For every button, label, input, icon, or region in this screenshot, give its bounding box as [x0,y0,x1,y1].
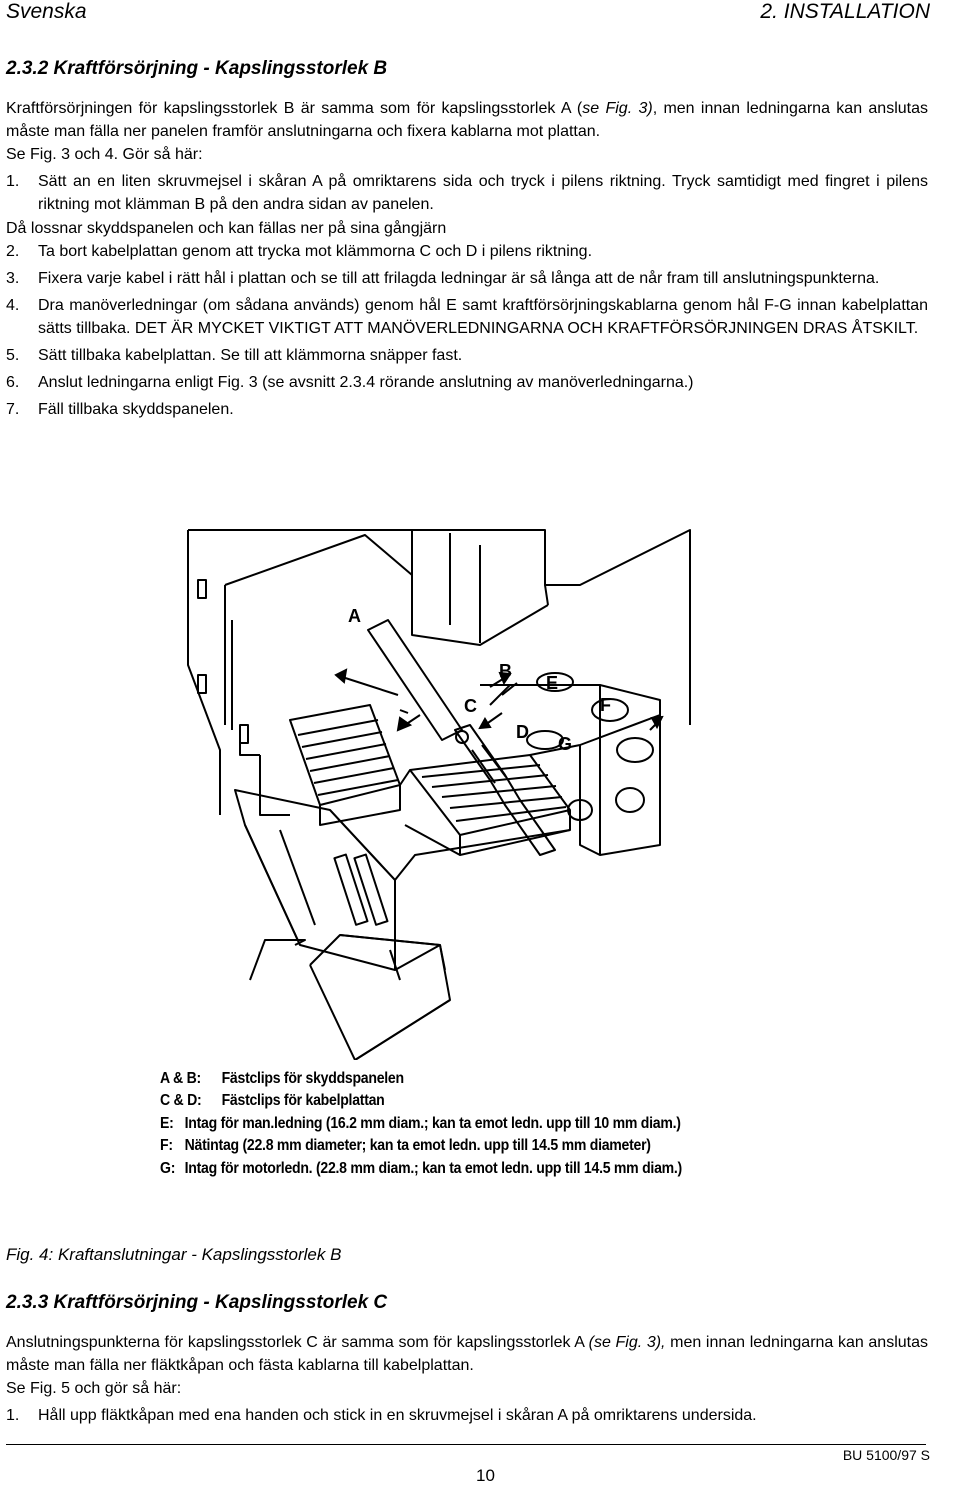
see-figures-line: Se Fig. 5 och gör så här: [6,1380,182,1397]
legend-row: E: Intag för man.ledning (16.2 mm diam.; kan ta emot ledn. upp till 10 mm diam.) [160,1114,681,1132]
intro-figure-ref: (se Fig. 3), [588,1334,666,1351]
document-id: BU 5100/97 S [842,1447,930,1463]
label-d: D [516,722,529,742]
step-3: 3. Fixera varje kabel i rätt hål i plattan och se till att frilagda ledningar är så långa att de når fram till anslutningspunkterna. [6,270,880,287]
page-number: 10 [476,1466,495,1485]
step-1: 1. Sätt an en liten skruvmejsel i skåran A på omriktarens sida och tryck i pilens riktning. Tryck samtidigt med fingret i pilens riktning mot klämman B på den andra sidan av panelen. [6,173,928,213]
enclosure-b-drawing [150,525,710,1060]
label-e: E [546,673,559,693]
label-c: C [464,696,477,716]
see-figures-line: Se Fig. 3 och 4. Gör så här: [6,146,203,163]
header-language: Svenska [6,0,87,23]
step-4: 4. Dra manöverledningar (om sådana används) genom hål E samt kraftförsörjningskablarna genom hål F-G innan kabelplattan sätts tillbaka. DET ÄR MYCKET VIKTIGT ATT MANÖVERLEDNINGARNA OCH KRAFTFÖRSÖRJNINGEN DRAS ÅTSKILT. [6,297,928,337]
step-5: 5. Sätt tillbaka kabelplattan. Se till att klämmorna snäpper fast. [6,347,463,364]
label-f: F [600,695,611,715]
label-g: G [558,734,573,754]
label-a: A [348,606,361,626]
intro-text-b: men innan ledningarna kan anslutas måste man fälla ner fläktkåpan och fästa kablarna till kabelplattan. [6,1334,929,1374]
legend-row: F: Nätintag (22.8 mm diameter; kan ta emot ledn. upp till 14.5 mm diameter) [160,1137,651,1155]
label-b: B [499,661,512,681]
legend-row: A & B: Fästclips för skyddspanelen [160,1070,404,1087]
legend-row: C & D: Fästclips för kabelplattan [160,1092,385,1110]
intro-paragraph [6,1331,928,1377]
section-2-3-3-body [6,1331,928,1427]
section-2-3-2-body [6,97,928,421]
footer-rule [6,1444,926,1445]
step-7: 7. Fäll tillbaka skyddspanelen. [6,401,234,418]
step-2: 2. Ta bort kabelplattan genom att trycka mot klämmorna C och D i pilens riktning. [6,243,593,260]
figure-caption: Fig. 4: Kraftanslutningar - Kapslingsstorlek B [6,1245,342,1264]
section-heading-2-3-3: 2.3.3 Kraftförsörjning - Kapslingsstorlek C [6,1292,388,1313]
section-heading-2-3-2: 2.3.2 Kraftförsörjning - Kapslingsstorlek B [6,58,388,79]
header-chapter: 2. INSTALLATION [760,0,930,23]
intro-text-a: Anslutningspunkterna för kapslingsstorlek C är samma som för kapslingsstorlek A [6,1334,589,1351]
legend-row: G: Intag för motorledn. (22.8 mm diam.; kan ta emot ledn. upp till 14.5 mm diam.) [160,1159,682,1177]
intro-text-b: , men innan ledningarna kan anslutas måste man fälla ner panelen framför anslutningarna och fixera kablarna mot plattan. [6,100,928,140]
step-1-continuation: Då lossnar skyddspanelen och kan fällas ner på sina gångjärn [6,220,447,237]
figure-legend [160,1068,682,1180]
intro-paragraph [6,97,928,143]
step-6: 6. Anslut ledningarna enligt Fig. 3 (se avsnitt 2.3.4 rörande anslutning av manöverledningarna.) [6,374,694,391]
step-1: 1. Håll upp fläktkåpan med ena handen och stick in en skruvmejsel i skåran A på omriktarens undersida. [6,1407,757,1424]
intro-text-a: Kraftförsörjningen för kapslingsstorlek B är samma som för kapslingsstorlek A ( [6,100,583,117]
intro-figure-ref: se Fig. 3) [582,100,653,117]
